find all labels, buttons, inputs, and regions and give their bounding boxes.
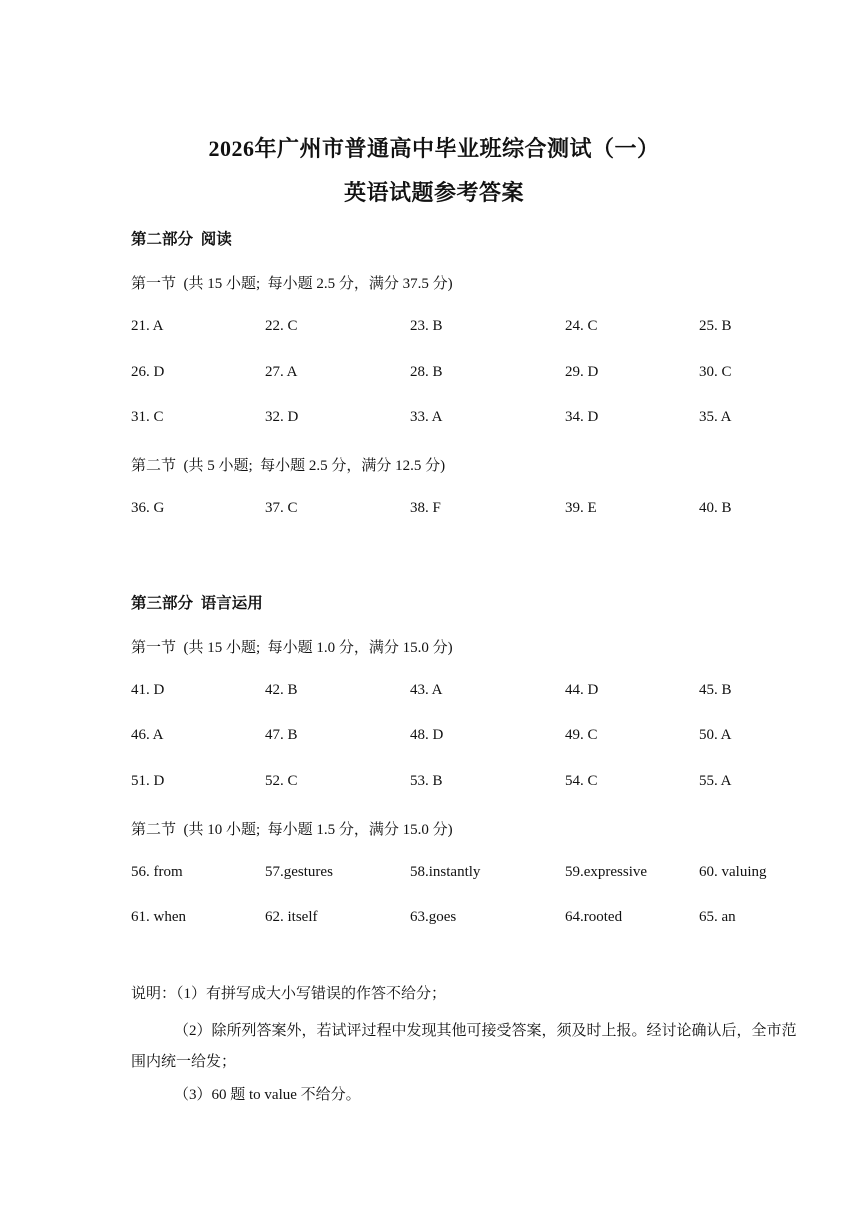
part-3-section-1-heading: 第一节 (共 15 小题; 每小题 1.0 分，满分 15.0 分) <box>131 640 453 656</box>
answer-item: 43. A <box>410 682 443 698</box>
answer-item: 56. from <box>131 864 183 880</box>
answer-row <box>0 727 868 749</box>
answer-item: 59.expressive <box>565 864 648 880</box>
answer-item: 49. C <box>565 727 598 743</box>
answer-item: 44. D <box>565 682 599 698</box>
answer-item: 26. D <box>131 364 165 380</box>
answer-row <box>0 364 868 386</box>
part-2-section-1-heading: 第一节 (共 15 小题; 每小题 2.5 分，满分 37.5 分) <box>131 276 453 292</box>
note-1: 说明：（1）有拼写成大小写错误的作答不给分； <box>131 986 447 1002</box>
answer-item: 38. F <box>410 500 441 516</box>
answer-item: 39. E <box>565 500 597 516</box>
answer-item: 31. C <box>131 409 164 425</box>
answer-item: 50. A <box>699 727 732 743</box>
document-subtitle: 英语试题参考答案 <box>343 180 524 205</box>
answer-row <box>0 773 868 795</box>
answer-item: 62. itself <box>265 909 318 925</box>
answer-item: 41. D <box>131 682 165 698</box>
answer-item: 53. B <box>410 773 443 789</box>
answer-item: 64.rooted <box>565 909 623 925</box>
answer-item: 52. C <box>265 773 298 789</box>
answer-row <box>0 409 868 431</box>
answer-item: 25. B <box>699 318 732 334</box>
answer-item: 42. B <box>265 682 298 698</box>
part-3-section-2-heading: 第二节 (共 10 小题; 每小题 1.5 分，满分 15.0 分) <box>131 822 453 838</box>
answer-row <box>0 864 868 886</box>
answer-row <box>0 318 868 340</box>
answer-item: 27. A <box>265 364 298 380</box>
answer-row <box>0 500 868 522</box>
document-title: 2026年广州市普通高中毕业班综合测试（一） <box>208 136 660 161</box>
answer-item: 34. D <box>565 409 599 425</box>
answer-item: 23. B <box>410 318 443 334</box>
answer-item: 32. D <box>265 409 299 425</box>
answer-item: 37. C <box>265 500 298 516</box>
answer-item: 46. A <box>131 727 164 743</box>
answer-item: 57.gestures <box>265 864 333 880</box>
answer-item: 54. C <box>565 773 598 789</box>
answer-item: 55. A <box>699 773 732 789</box>
note-2-continuation: 围内统一给发； <box>131 1054 237 1070</box>
answer-item: 60. valuing <box>699 864 767 880</box>
part-3-heading: 第三部分 语言运用 <box>131 595 263 612</box>
answer-item: 40. B <box>699 500 732 516</box>
answer-item: 36. G <box>131 500 165 516</box>
answer-item: 51. D <box>131 773 165 789</box>
answer-item: 63.goes <box>410 909 457 925</box>
answer-item: 21. A <box>131 318 164 334</box>
answer-item: 58.instantly <box>410 864 481 880</box>
answer-item: 47. B <box>265 727 298 743</box>
answer-item: 48. D <box>410 727 444 743</box>
answer-item: 33. A <box>410 409 443 425</box>
answer-item: 30. C <box>699 364 732 380</box>
part-2-heading: 第二部分 阅读 <box>131 231 232 248</box>
answer-row <box>0 682 868 704</box>
answer-item: 35. A <box>699 409 732 425</box>
answer-row <box>0 909 868 931</box>
note-3: （3）60 题 to value 不给分。 <box>174 1087 361 1103</box>
answer-item: 45. B <box>699 682 732 698</box>
part-2-section-2-heading: 第二节 (共 5 小题; 每小题 2.5 分，满分 12.5 分) <box>131 458 446 474</box>
answer-item: 28. B <box>410 364 443 380</box>
answer-item: 61. when <box>131 909 186 925</box>
answer-item: 22. C <box>265 318 298 334</box>
answer-item: 24. C <box>565 318 598 334</box>
answer-item: 29. D <box>565 364 599 380</box>
answer-item: 65. an <box>699 909 736 925</box>
note-2: （2）除所列答案外，若试评过程中发现其他可接受答案，须及时上报。经讨论确认后，全市范 <box>174 1023 797 1039</box>
